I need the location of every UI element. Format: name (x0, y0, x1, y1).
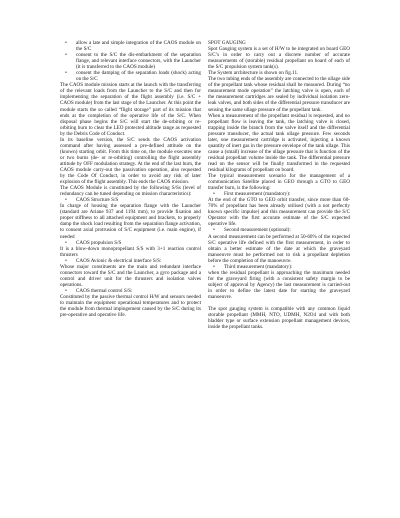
paragraph: In its baseline version, the S/C sends the CAOS activation command after having assessed a pre-defined attitude on the (known) starting orbit. From this time on, the module executes one or two burns (de- or re-orbiting) controlling the flight assembly attitude by OFF modulation strategy. At the end of the last burn, the CAOS module carry-out the passivation operation, also requested by the Code Of Conduct, in order to avoid any risk of later explosion of the flight assembly. This ends the CAOS mission. (60, 136, 201, 186)
measurement-text: At the end of the GTO to GEO orbit transfer, since more than 60-70% of propellant has been already utilised (with a not perfectly known specific impulse) and this measurement can provide the S/C Operator with the first accurate estimate of the S/C expected operative life. (208, 197, 350, 228)
paragraph: The System architecture is shown on fig.11. (208, 70, 299, 77)
measurement-title: • Third measurement (mandatory): (208, 264, 350, 270)
measurement-text: when the residual propellant is approaching the maximum needed for the graveyard firing (with a consistent safety margin to be subject of approval by Agency) the last measurement is carried-out in order to define the latest date for starting the graveyard manoeuvre. (208, 269, 350, 300)
section-heading: SPOT GAUGING (208, 40, 246, 46)
list-item: • consent to the S/C the dis-embarkment of the separation flange, and relevant interface connectors, with the Launcher (it is transferred to the CAOS module) (60, 52, 201, 70)
measurement-title: • Second measurement (optional): (208, 227, 350, 233)
subsystem-title: • CAOS Avionic & electrical interface S/S: (60, 258, 201, 264)
paragraph: The spot gauging system is compatible with any common liquid storable propellant (MMH, NTO, UDMH, N2O4 and with both bladder type or surface extension propellant management devices, inside the propellant tanks. (208, 306, 350, 331)
measurement-text: A second measurement can be performed at 50-60% of the expected S/C operative life defined with the first measurement, in order to obtain a better estimate of the date at which the graveyard manoeuvre must be performed not to risk a propellant depletion before the completion of the manoeuvre. (208, 233, 350, 264)
list-item: • consent the damping of the separation loads (shock) acting on the S/C (60, 70, 201, 82)
paragraph: Spot Gauging system is a set of H/W to be integrated on board GEO S/C’s in order to carry out a discrete number of accurate measurements of (storable) residual propellant on board of each of the S/C propulsion system tank(s). (208, 46, 350, 71)
paragraph: The two tubing ends of the assembly are connected to the ullage side of the propellant tank whose residual shall be measured. During “no measurement mode operation” the latching valve is open, each of the measurement cartridges are sealed by individual isolation zero-leak valves, and both sides of the differential pressure transducer are sensing the same ullage pressure of the propellant tank. (208, 76, 350, 113)
paragraph: The CAOS module mission starts at the launch with the transferring of the relevant loads from the Launcher to the S/C and then for implementing the separation of the flight assembly (i.e. S/C + CAOS module) from the last stage of the Launcher. At this point the module starts the so called “flight storage” part of its mission that ends at the completion of the operative life of the S/C. When disposal phase begins the S/C will start the de-orbiting or re-orbiting burn to clear the LEO protected altitude range as requested by the Debris Code of Conduct. (60, 82, 201, 137)
subsystem-text: Constituted by the passive thermal control H/W and sensors needed to maintain the equipment operational temperatures and to protect the module from thermal impingement caused by the S/C during its pre-operative and operative life. (60, 293, 201, 319)
subsystem-title: • CAOS thermal control S/S: (60, 288, 201, 294)
subsystem-title: • CAOS Structure S/S (60, 197, 201, 203)
paragraph: When a measurement of the propellant residual is requested, and no propellant flow is leaving the tank, the latching valve is closed, trapping inside the branch from the valve itself and the differential pressure transducer, the actual tank ullage pressure. Few seconds later, one measurement cartridge is activated, injecting a known quantity of inert gas in the pressure envelope of the tank ullage. This cause a (small) increase of the ullage pressure that is function of the residual propellant volume inside the tank. The differential pressure read on the sensor will be finally transformed in the requested residual kilograms of propellant on board. (208, 112, 350, 173)
subsystem-text: Whose major constituents are the main and redundant interface connectors toward the S/C and the Launcher, a gyro package and a control and driver unit for the thrusters and isolation valves operations. (60, 263, 201, 288)
subsystem-text: It is a blow-down monopropellant S/S with 3+1 reaction control thrusters (60, 245, 201, 258)
paragraph: The CAOS Module is constituted by the following S/Ss (level of redundancy can be tuned depending on mission characteristics): (60, 185, 201, 198)
left-column (60, 40, 201, 318)
right-column (208, 40, 350, 330)
measurement-title: • First measurement (mandatory): (208, 191, 350, 197)
subsystem-title: • CAOS propulsion S/S (60, 240, 201, 246)
list-item: • allow a late and simple integration of the CAOS module on the S/C (60, 40, 201, 52)
subsystem-text: In charge of housing the separation flange with the Launcher (standard are Ariane 937 and 1194 mm), to provide fixation and proper stiffness to all attached equipment and brackets, to properly damp the shock load resulting from the separation flange activation, to consent axial protrusion of S/C equipment (i.e. main engine), if needed (60, 203, 201, 240)
paragraph: The typical measurement scenario for the management of a communication Satellite placed in GEO through a GTO to GEO transfer burn, is the following: (208, 173, 350, 192)
